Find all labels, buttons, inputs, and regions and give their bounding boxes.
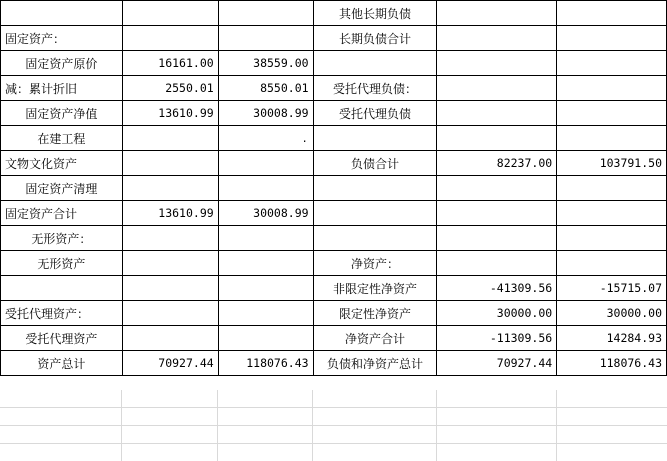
cell-a-10[interactable]: 无形资产： bbox=[1, 226, 123, 251]
table-row bbox=[1, 301, 667, 326]
cell-a-14[interactable]: 受托代理资产 bbox=[1, 326, 123, 351]
cell-c-11[interactable] bbox=[218, 251, 313, 276]
table-row bbox=[1, 201, 667, 226]
cell-d-7[interactable]: 负债合计 bbox=[313, 151, 437, 176]
cell-b-12[interactable] bbox=[122, 276, 218, 301]
cell-c-12[interactable] bbox=[218, 276, 313, 301]
empty-grid-area bbox=[0, 390, 667, 461]
cell-a-3[interactable]: 固定资产原价 bbox=[1, 51, 123, 76]
cell-d-10[interactable] bbox=[313, 226, 437, 251]
cell-c-1[interactable] bbox=[218, 1, 313, 26]
table-row bbox=[1, 151, 667, 176]
cell-f-9[interactable] bbox=[557, 201, 667, 226]
cell-e-13[interactable]: 30000.00 bbox=[437, 301, 557, 326]
cell-e-3[interactable] bbox=[437, 51, 557, 76]
cell-a-7[interactable]: 文物文化资产 bbox=[1, 151, 123, 176]
cell-e-5[interactable] bbox=[437, 101, 557, 126]
cell-e-14[interactable]: -11309.56 bbox=[437, 326, 557, 351]
cell-f-12[interactable]: -15715.07 bbox=[557, 276, 667, 301]
cell-d-4[interactable]: 受托代理负债： bbox=[313, 76, 437, 101]
cell-c-4[interactable]: 8550.01 bbox=[218, 76, 313, 101]
cell-f-3[interactable] bbox=[557, 51, 667, 76]
table-row bbox=[1, 176, 667, 201]
cell-e-2[interactable] bbox=[437, 26, 557, 51]
cell-c-6[interactable]: . bbox=[218, 126, 313, 151]
cell-e-15[interactable]: 70927.44 bbox=[437, 351, 557, 376]
cell-f-15[interactable]: 118076.43 bbox=[557, 351, 667, 376]
cell-f-1[interactable] bbox=[557, 1, 667, 26]
cell-b-3[interactable]: 16161.00 bbox=[122, 51, 218, 76]
cell-c-7[interactable] bbox=[218, 151, 313, 176]
cell-b-9[interactable]: 13610.99 bbox=[122, 201, 218, 226]
cell-c-8[interactable] bbox=[218, 176, 313, 201]
table-row bbox=[1, 51, 667, 76]
cell-d-2[interactable]: 长期负债合计 bbox=[313, 26, 437, 51]
cell-b-5[interactable]: 13610.99 bbox=[122, 101, 218, 126]
cell-f-6[interactable] bbox=[557, 126, 667, 151]
cell-a-1[interactable] bbox=[1, 1, 123, 26]
cell-f-5[interactable] bbox=[557, 101, 667, 126]
cell-e-1[interactable] bbox=[437, 1, 557, 26]
cell-d-14[interactable]: 净资产合计 bbox=[313, 326, 437, 351]
cell-b-7[interactable] bbox=[122, 151, 218, 176]
cell-e-10[interactable] bbox=[437, 226, 557, 251]
cell-f-11[interactable] bbox=[557, 251, 667, 276]
cell-c-9[interactable]: 30008.99 bbox=[218, 201, 313, 226]
cell-a-13[interactable]: 受托代理资产： bbox=[1, 301, 123, 326]
cell-f-4[interactable] bbox=[557, 76, 667, 101]
cell-b-10[interactable] bbox=[122, 226, 218, 251]
cell-d-8[interactable] bbox=[313, 176, 437, 201]
cell-d-9[interactable] bbox=[313, 201, 437, 226]
cell-f-10[interactable] bbox=[557, 226, 667, 251]
cell-c-2[interactable] bbox=[218, 26, 313, 51]
cell-d-3[interactable] bbox=[313, 51, 437, 76]
table-row bbox=[1, 76, 667, 101]
cell-e-4[interactable] bbox=[437, 76, 557, 101]
cell-e-7[interactable]: 82237.00 bbox=[437, 151, 557, 176]
cell-a-6[interactable]: 在建工程 bbox=[1, 126, 123, 151]
table-row bbox=[1, 251, 667, 276]
cell-b-1[interactable] bbox=[122, 1, 218, 26]
cell-c-14[interactable] bbox=[218, 326, 313, 351]
cell-b-4[interactable]: 2550.01 bbox=[122, 76, 218, 101]
cell-a-9[interactable]: 固定资产合计 bbox=[1, 201, 123, 226]
cell-d-11[interactable]: 净资产： bbox=[313, 251, 437, 276]
cell-b-14[interactable] bbox=[122, 326, 218, 351]
table-row bbox=[1, 276, 667, 301]
table-row bbox=[1, 126, 667, 151]
cell-c-10[interactable] bbox=[218, 226, 313, 251]
cell-b-2[interactable] bbox=[122, 26, 218, 51]
table-row bbox=[1, 226, 667, 251]
cell-f-8[interactable] bbox=[557, 176, 667, 201]
cell-c-15[interactable]: 118076.43 bbox=[218, 351, 313, 376]
cell-a-11[interactable]: 无形资产 bbox=[1, 251, 123, 276]
cell-e-11[interactable] bbox=[437, 251, 557, 276]
table-row bbox=[1, 26, 667, 51]
cell-a-2[interactable]: 固定资产： bbox=[1, 26, 123, 51]
cell-a-8[interactable]: 固定资产清理 bbox=[1, 176, 123, 201]
cell-d-12[interactable]: 非限定性净资产 bbox=[313, 276, 437, 301]
cell-a-12[interactable] bbox=[1, 276, 123, 301]
table-row bbox=[1, 326, 667, 351]
cell-a-4[interactable]: 减：累计折旧 bbox=[1, 76, 123, 101]
cell-b-6[interactable] bbox=[122, 126, 218, 151]
cell-c-3[interactable]: 38559.00 bbox=[218, 51, 313, 76]
cell-f-2[interactable] bbox=[557, 26, 667, 51]
cell-d-5[interactable]: 受托代理负债 bbox=[313, 101, 437, 126]
cell-f-13[interactable]: 30000.00 bbox=[557, 301, 667, 326]
cell-c-13[interactable] bbox=[218, 301, 313, 326]
cell-b-15[interactable]: 70927.44 bbox=[122, 351, 218, 376]
cell-b-13[interactable] bbox=[122, 301, 218, 326]
cell-f-14[interactable]: 14284.93 bbox=[557, 326, 667, 351]
cell-d-6[interactable] bbox=[313, 126, 437, 151]
cell-a-15[interactable]: 资产总计 bbox=[1, 351, 123, 376]
cell-b-11[interactable] bbox=[122, 251, 218, 276]
cell-e-9[interactable] bbox=[437, 201, 557, 226]
cell-c-5[interactable]: 30008.99 bbox=[218, 101, 313, 126]
cell-e-8[interactable] bbox=[437, 176, 557, 201]
table-row bbox=[1, 101, 667, 126]
table-row bbox=[1, 1, 667, 26]
table-row bbox=[1, 351, 667, 376]
cell-a-5[interactable]: 固定资产净值 bbox=[1, 101, 123, 126]
cell-f-7[interactable]: 103791.50 bbox=[557, 151, 667, 176]
cell-d-1[interactable]: 其他长期负债 bbox=[313, 1, 437, 26]
cell-d-15[interactable]: 负债和净资产总计 bbox=[313, 351, 437, 376]
cell-d-13[interactable]: 限定性净资产 bbox=[313, 301, 437, 326]
cell-e-6[interactable] bbox=[437, 126, 557, 151]
cell-e-12[interactable]: -41309.56 bbox=[437, 276, 557, 301]
cell-b-8[interactable] bbox=[122, 176, 218, 201]
